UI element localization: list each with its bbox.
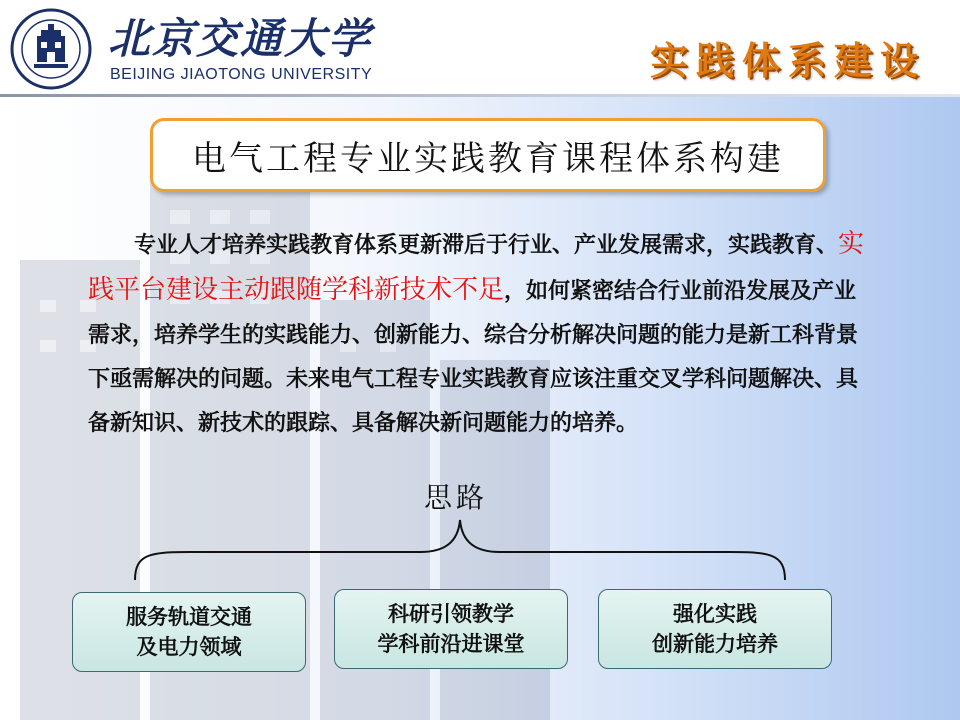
body-highlight: 实践平台建设主动跟随学科新技术不足 xyxy=(88,229,865,305)
university-name-cn: 北京交通大学 xyxy=(108,14,373,63)
thinking-label: 思路 xyxy=(424,481,489,514)
curly-brace-connector xyxy=(130,514,790,584)
body-text-part1: 专业人才培养实践教育体系更新滞后于行业、产业发展需求，实践教育、 xyxy=(134,233,839,258)
approach-box-line2: 及电力领域 xyxy=(136,635,242,659)
body-text-part2: ，如何紧密结合行业前沿发展及产业需求，培养学生的实践能力、创新能力、综合分析解决问题的能力是新工科背景下亟需解决的问题。未来电气工程专业实践教育应该注重交叉学科问题解决、具备新知识、新技术的跟踪、具备解决新问题能力的培养。 xyxy=(88,279,859,436)
slide-title-box xyxy=(150,118,826,192)
university-name-en: BEIJING JIAOTONG UNIVERSITY xyxy=(110,66,373,83)
approach-box-research-teaching xyxy=(334,589,568,669)
approach-box-line1: 强化实践 xyxy=(673,602,757,626)
approach-box-line1: 科研引领教学 xyxy=(388,602,514,626)
approach-box-practice-innovation xyxy=(598,589,832,669)
body-paragraph xyxy=(88,222,878,446)
approach-box-rail-power xyxy=(72,592,306,672)
slide-title: 电气工程专业实践教育课程体系构建 xyxy=(192,138,784,179)
approach-box-line2: 学科前沿进课堂 xyxy=(377,632,525,656)
header-divider xyxy=(0,94,960,97)
section-title: 实践体系建设 xyxy=(649,39,926,83)
approach-box-line1: 服务轨道交通 xyxy=(126,605,252,629)
university-seal-icon xyxy=(10,8,92,90)
approach-box-line2: 创新能力培养 xyxy=(652,632,778,656)
